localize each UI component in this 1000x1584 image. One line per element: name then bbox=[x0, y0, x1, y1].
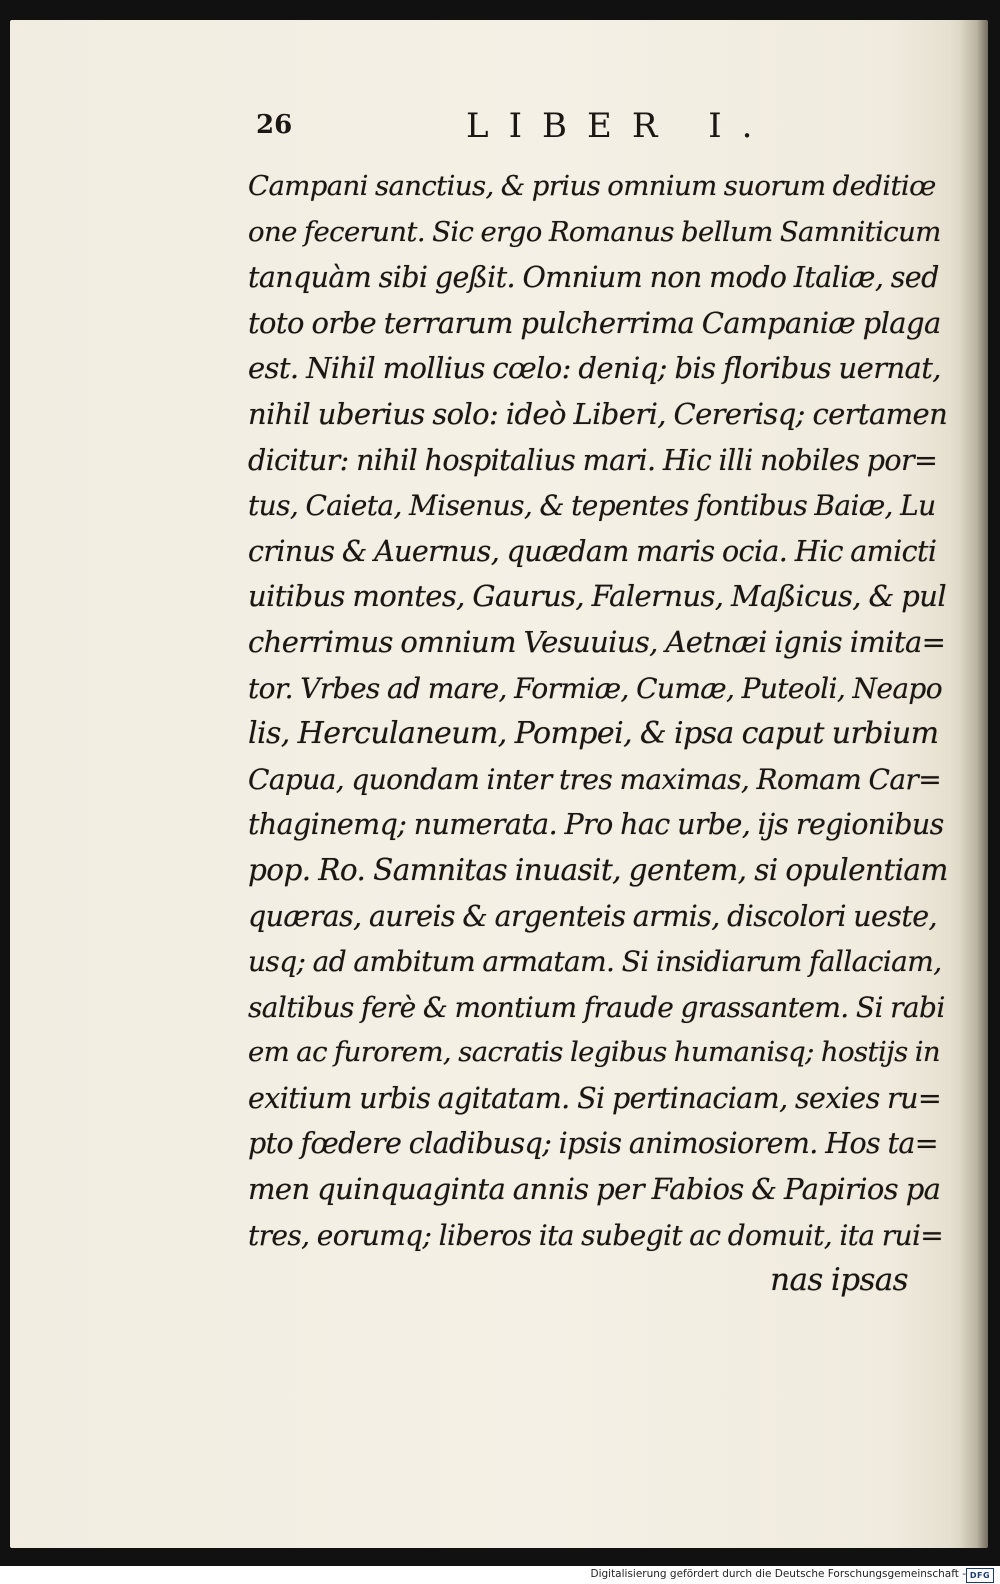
text-line: Campani sanctius, & prius omnium suorum deditiœ bbox=[248, 170, 936, 202]
catchword: nas ipsas bbox=[770, 1262, 908, 1299]
text-line: est. Nihil mollius cœlo: deniq; bis floribus uernat, bbox=[248, 351, 941, 386]
text-line: toto orbe terrarum pulcherrima Campaniæ plaga bbox=[248, 305, 941, 340]
text-line: tor. Vrbes ad mare, Formiæ, Cumæ, Puteoli, Neapo bbox=[248, 671, 943, 705]
text-line: tres, eorumq; liberos ita subegit ac domuit, ita rui= bbox=[248, 1218, 944, 1252]
text-line: tanquàm sibi geßit. Omnium non modo Italiæ, sed bbox=[248, 261, 939, 295]
running-head bbox=[248, 102, 948, 164]
digitization-credit: Digitalisierung gefördert durch die Deutsche Forschungsgemeinschaft - bbox=[590, 1568, 966, 1580]
text-line: lis, Herculaneum, Pompei, & ipsa caput urbium bbox=[248, 716, 939, 752]
text-line: cherrimus omnium Vesuuius, Aetnæi ignis imita= bbox=[248, 624, 946, 659]
text-line: thaginemq; numerata. Pro hac urbe, ijs regionibus bbox=[248, 808, 944, 842]
text-line: nihil uberius solo: ideò Liberi, Cererisq; certamen bbox=[248, 396, 948, 431]
running-head-title: LIBER I. bbox=[466, 106, 773, 146]
text-line: tus, Caieta, Misenus, & tepentes fontibus Baiæ, Lu bbox=[248, 489, 936, 523]
page-gutter-shadow bbox=[960, 20, 988, 1548]
text-block bbox=[248, 102, 948, 1304]
text-line: quæras, aureis & argenteis armis, discolori ueste, bbox=[248, 899, 937, 933]
text-line: pop. Ro. Samnitas inuasit, gentem, si opulentiam bbox=[248, 852, 948, 887]
text-line: uitibus montes, Gaurus, Falernus, Maßicus, & pul bbox=[248, 579, 947, 614]
text-line: men quinquaginta annis per Fabios & Papirios pa bbox=[248, 1172, 941, 1207]
text-line: em ac furorem, sacratis legibus humanisq; hostijs in bbox=[248, 1036, 941, 1069]
text-line: crinus & Auernus, quædam maris ocia. Hic amicti bbox=[248, 534, 937, 568]
book-page bbox=[10, 20, 988, 1548]
text-line: usq; ad ambitum armatam. Si insidiarum fallaciam, bbox=[248, 945, 942, 979]
text-line: one fecerunt. Sic ergo Romanus bellum Samniticum bbox=[248, 215, 941, 248]
text-line: saltibus ferè & montium fraude grassantem. Si rabi bbox=[248, 990, 945, 1024]
text-line: exitium urbis agitatam. Si pertinaciam, sexies ru= bbox=[248, 1081, 942, 1115]
page-number: 26 bbox=[256, 110, 293, 140]
dfg-logo-icon: DFG bbox=[966, 1568, 994, 1583]
text-line: pto fœdere cladibusq; ipsis animosiorem. Hos ta= bbox=[248, 1127, 939, 1161]
text-line: Capua, quondam inter tres maximas, Romam Car= bbox=[248, 762, 942, 796]
text-line: dicitur: nihil hospitalius mari. Hic illi nobiles por= bbox=[248, 443, 938, 477]
body-text bbox=[248, 164, 948, 1304]
